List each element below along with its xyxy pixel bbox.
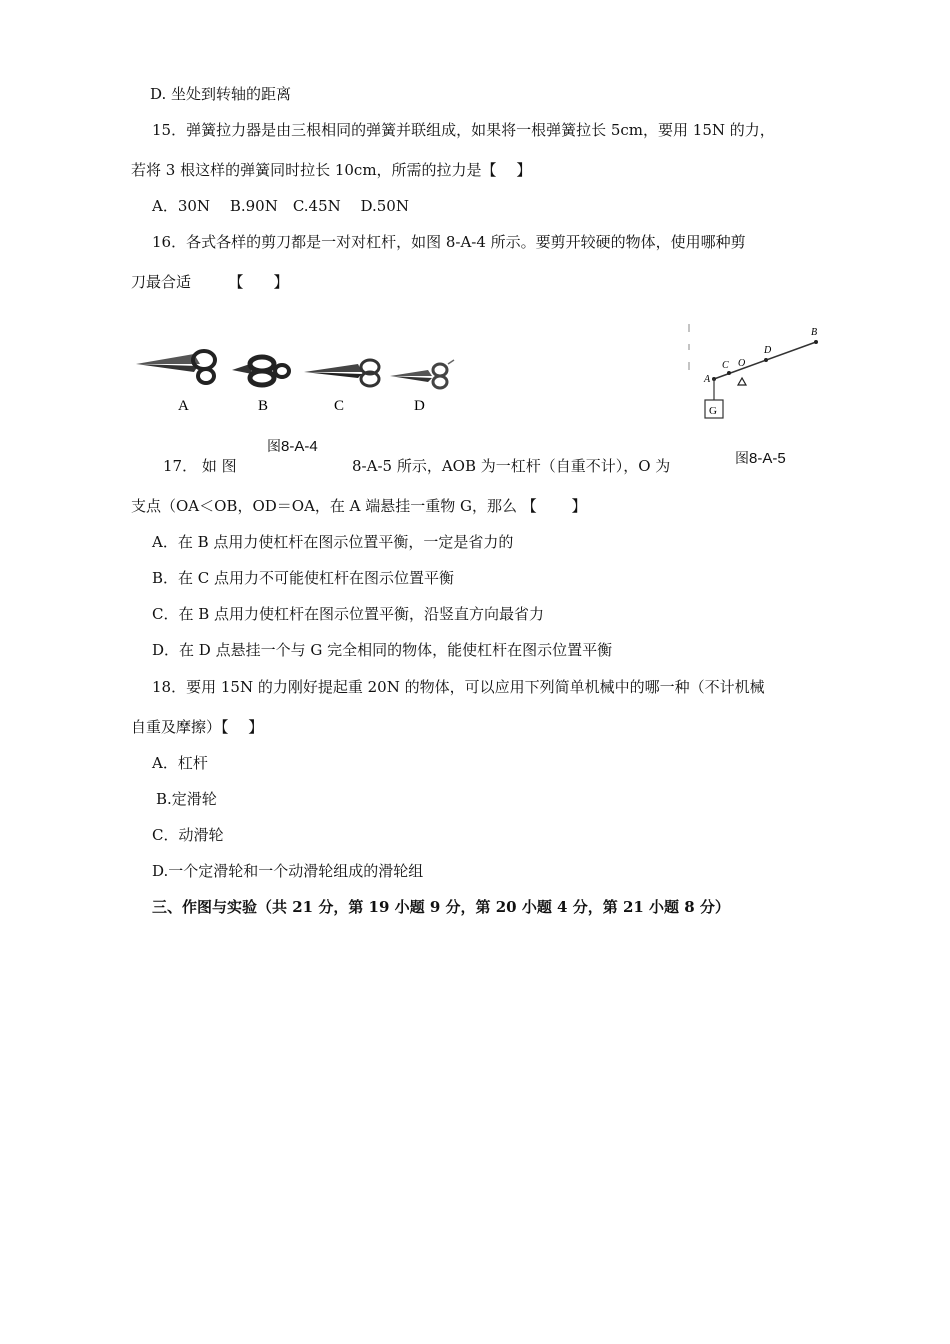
q16-stem-line1: 16．各式各样的剪刀都是一对对杠杆，如图 8-A-4 所示。要剪开较硬的物体，使用哪种剪 bbox=[152, 233, 746, 251]
q17-option-b: B．在 C 点用力不可能使杠杆在图示位置平衡 bbox=[152, 569, 455, 587]
q17-option-d: D．在 D 点悬挂一个与 G 完全相同的物体，能使杠杆在图示位置平衡 bbox=[152, 641, 613, 659]
caption-prefix: 图 bbox=[267, 439, 281, 455]
q18-option-b: B.定滑轮 bbox=[156, 790, 217, 808]
lever-label-g: G bbox=[709, 405, 717, 417]
q18-option-c: C．动滑轮 bbox=[152, 826, 224, 844]
lever-label-o: O bbox=[738, 358, 746, 369]
caption-prefix: 图 bbox=[735, 451, 749, 467]
q15-stem-line1: 15．弹簧拉力器是由三根相同的弹簧并联组成，如果将一根弹簧拉长 5cm，要用 15N 的力， bbox=[152, 121, 775, 139]
scissors-label-c: C bbox=[334, 398, 345, 414]
fulcrum-icon bbox=[738, 378, 746, 385]
lever-label-b: B bbox=[811, 327, 818, 338]
caption-number: 8-A-4 bbox=[281, 438, 318, 455]
q17-stem-suffix: 8-A-5 所示，AOB 为一杠杆（自重不计），O 为 bbox=[352, 457, 671, 475]
q18-stem-line1: 18．要用 15N 的力刚好提起重 20N 的物体，可以应用下列简单机械中的哪一种（不计机械 bbox=[152, 678, 765, 696]
scissors-d-icon bbox=[390, 360, 454, 388]
q15-stem-line2: 若将 3 根这样的弹簧同时拉长 10cm，所需的拉力是【 】 bbox=[131, 161, 532, 179]
scissors-label-b: B bbox=[258, 398, 269, 414]
figure-caption-8-a-4 bbox=[267, 436, 318, 456]
scissors-a-icon bbox=[136, 351, 215, 383]
q16-stem-line2: 刀最合适 【 】 bbox=[131, 273, 289, 291]
scissors-c-icon bbox=[304, 360, 379, 386]
q17-stem-line2: 支点（OA＜OB，OD＝OA，在 A 端悬挂一重物 G，那么 【 】 bbox=[131, 497, 587, 515]
lever-figure bbox=[684, 322, 830, 426]
q15-options: A．30N B.90N C.45N D.50N bbox=[152, 197, 409, 215]
scissors-figure bbox=[132, 342, 462, 422]
scissors-b-icon bbox=[232, 357, 289, 385]
caption-number: 8-A-5 bbox=[749, 450, 786, 467]
section-3-heading: 三、作图与实验（共 21 分，第 19 小题 9 分，第 20 小题 4 分，第 21 小题 8 分） bbox=[152, 898, 730, 916]
q18-stem-line2: 自重及摩擦）【 】 bbox=[131, 718, 264, 736]
lever-label-a: A bbox=[704, 374, 711, 385]
figure-caption-8-a-5 bbox=[735, 448, 786, 468]
q17-stem-prefix: 17． 如 图 bbox=[163, 457, 237, 475]
q17-option-c: C．在 B 点用力使杠杆在图示位置平衡，沿竖直方向最省力 bbox=[152, 605, 545, 623]
lever-label-d: D bbox=[764, 345, 772, 356]
scissors-label-d: D bbox=[414, 398, 425, 414]
scissors-label-a: A bbox=[178, 398, 189, 414]
q18-option-a: A．杠杆 bbox=[152, 754, 208, 772]
q14-option-d: D. 坐处到转轴的距离 bbox=[150, 85, 292, 103]
q18-option-d: D.一个定滑轮和一个动滑轮组成的滑轮组 bbox=[152, 862, 424, 880]
q17-option-a: A．在 B 点用力使杠杆在图示位置平衡，一定是省力的 bbox=[152, 533, 514, 551]
lever-label-c: C bbox=[722, 360, 729, 371]
